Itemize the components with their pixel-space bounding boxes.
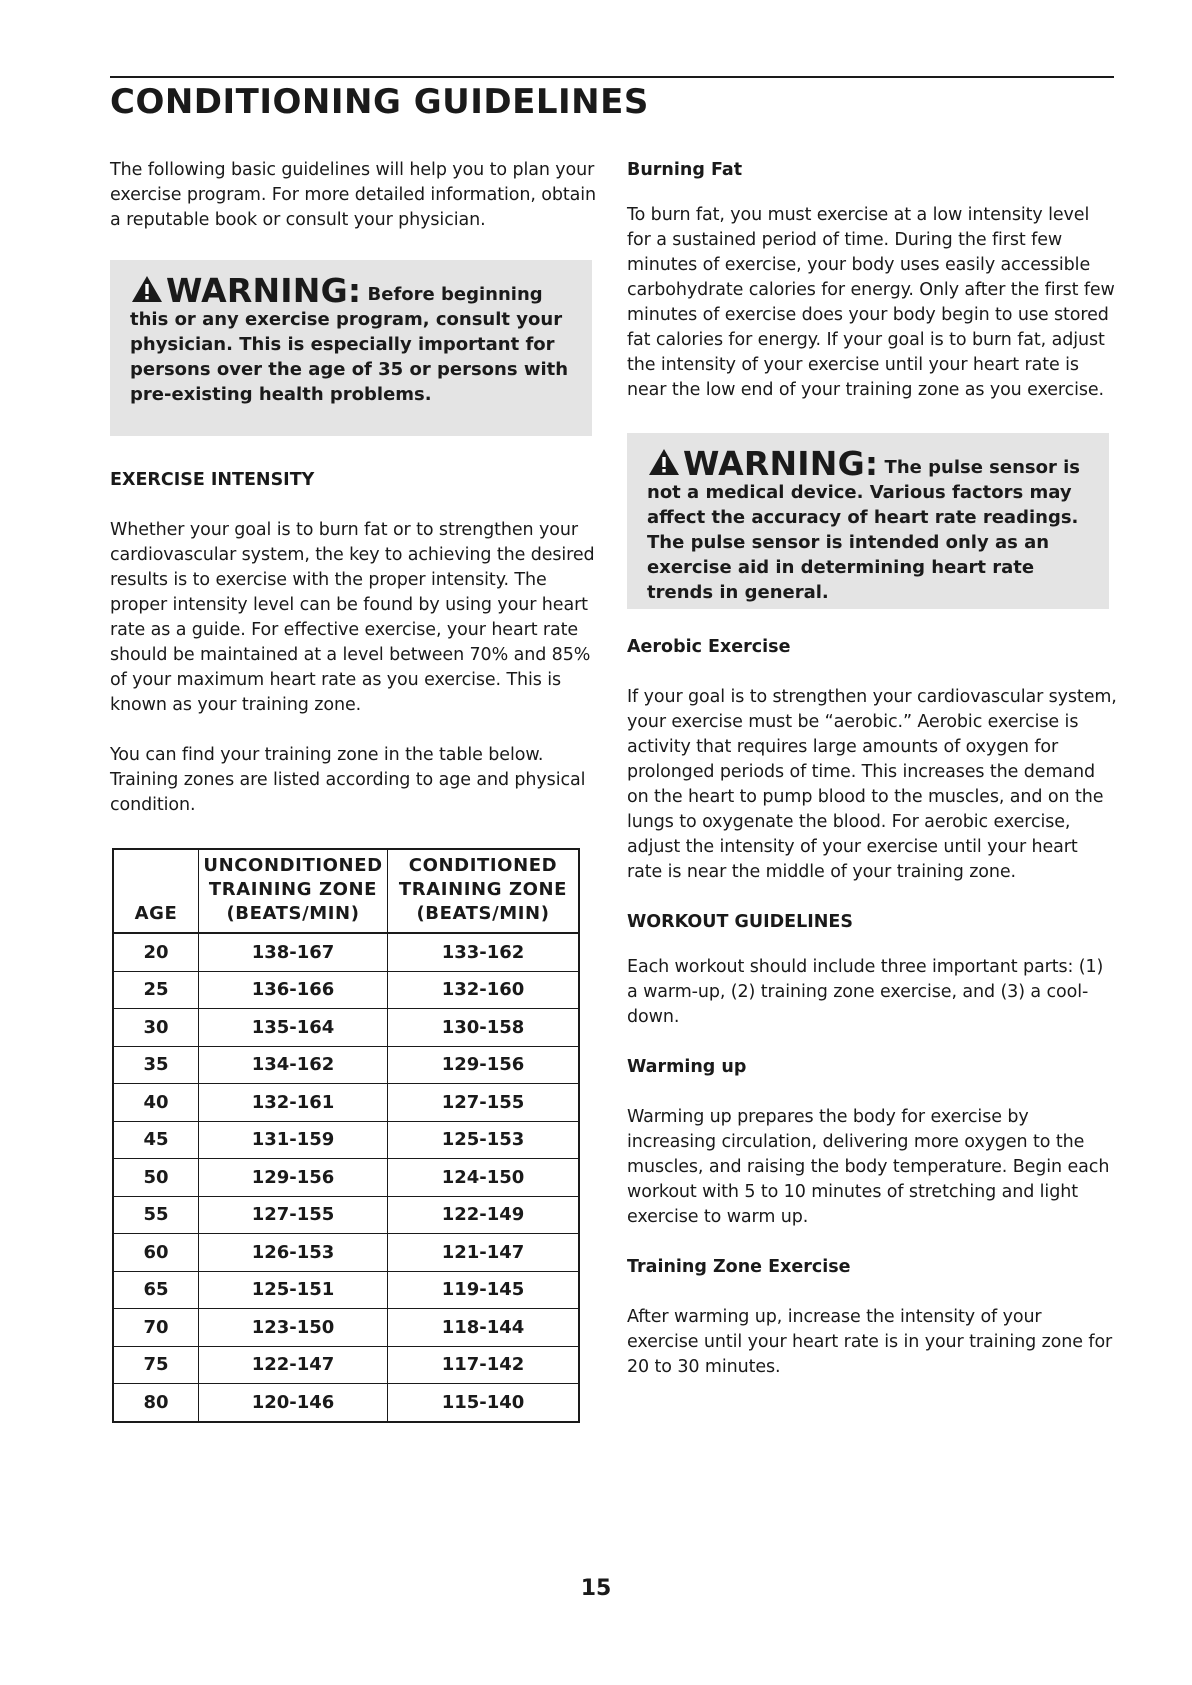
age-cell: 35: [113, 1046, 199, 1084]
unconditioned-zone-cell: 135-164: [199, 1009, 388, 1047]
unconditioned-zone-cell: 126-153: [199, 1234, 388, 1272]
age-header: AGE: [113, 849, 199, 933]
conditioned-zone-cell: 129-156: [388, 1046, 580, 1084]
table-header-row: [113, 849, 579, 933]
conditioned-zone-cell: 117-142: [388, 1346, 580, 1384]
training-zone-table: [112, 848, 580, 1423]
unconditioned-header-line1: UNCONDITIONED: [203, 855, 383, 876]
unconditioned-header-line2: TRAINING ZONE: [208, 879, 378, 900]
conditioned-zone-cell: 121-147: [388, 1234, 580, 1272]
training-zone-exercise-heading: Training Zone Exercise: [627, 1257, 851, 1277]
conditioned-zone-cell: 115-140: [388, 1384, 580, 1422]
workout-guidelines-paragraph: Each workout should include three important parts: (1) a warm-up, (2) training zone exercise, and (3) a cool-down.: [627, 957, 1104, 1027]
aerobic-exercise-paragraph: If your goal is to strengthen your cardiovascular system, your exercise must be “aerobic.” Aerobic exercise is activity that requires large amounts of oxygen for prolonged periods of time. This increases the demand on the heart to pump blood to the muscles, and on the lungs to oxygenate the blood. For aerobic exercise, adjust the intensity of your exercise until your heart rate is near the middle of your training zone.: [627, 687, 1117, 882]
warning-box-pulse-sensor: [627, 433, 1109, 609]
unconditioned-zone-cell: 127-155: [199, 1196, 388, 1234]
age-cell: 30: [113, 1009, 199, 1047]
training-zone-exercise-paragraph: After warming up, increase the intensity of your exercise until your heart rate is in your training zone for 20 to 30 minutes.: [627, 1307, 1113, 1377]
age-cell: 70: [113, 1309, 199, 1347]
page-title: CONDITIONING GUIDELINES: [110, 82, 649, 122]
intensity-paragraph: Whether your goal is to burn fat or to strengthen your cardiovascular system, the key to achieving the desired results is to exercise with the proper intensity. The proper intensity level can be found by using your heart rate as a guide. For effective exercise, your heart rate should be maintained at a level between 70% and 85% of your maximum heart rate as you exercise. This is known as your training zone.: [110, 520, 595, 715]
age-cell: 75: [113, 1346, 199, 1384]
conditioned-header-line1: CONDITIONED: [408, 855, 558, 876]
table-row: [113, 1159, 579, 1197]
table-row: [113, 1384, 579, 1422]
conditioned-header: [388, 849, 580, 933]
table-row: [113, 971, 579, 1009]
unconditioned-zone-cell: 129-156: [199, 1159, 388, 1197]
warning-text: [130, 271, 570, 407]
table-row: [113, 1346, 579, 1384]
table-row: [113, 1084, 579, 1122]
unconditioned-zone-cell: 136-166: [199, 971, 388, 1009]
conditioned-zone-cell: 127-155: [388, 1084, 580, 1122]
age-cell: 50: [113, 1159, 199, 1197]
age-cell: 45: [113, 1121, 199, 1159]
table-row: [113, 1046, 579, 1084]
conditioned-zone-cell: 124-150: [388, 1159, 580, 1197]
unconditioned-zone-cell: 120-146: [199, 1384, 388, 1422]
workout-guidelines-heading: WORKOUT GUIDELINES: [627, 912, 853, 932]
table-row: [113, 933, 579, 971]
age-cell: 25: [113, 971, 199, 1009]
unconditioned-zone-cell: 132-161: [199, 1084, 388, 1122]
warning-text: [647, 444, 1087, 605]
unconditioned-zone-cell: 131-159: [199, 1121, 388, 1159]
training-zone-paragraph: You can find your training zone in the table below. Training zones are listed according to age and physical condition.: [110, 745, 586, 815]
conditioned-zone-cell: 122-149: [388, 1196, 580, 1234]
top-rule: [110, 76, 1114, 78]
burning-fat-paragraph: To burn fat, you must exercise at a low intensity level for a sustained period of time. During the first few minutes of exercise, your body uses easily accessible carbohydrate calories for energy. Only after the first few minutes of exercise does your body begin to use stored fat calories for energy. If your goal is to burn fat, adjust the intensity of your exercise until your heart rate is near the low end of your training zone as you exercise.: [627, 205, 1115, 400]
unconditioned-zone-cell: 138-167: [199, 933, 388, 971]
age-cell: 60: [113, 1234, 199, 1272]
age-cell: 80: [113, 1384, 199, 1422]
unconditioned-zone-cell: 122-147: [199, 1346, 388, 1384]
conditioned-zone-cell: 133-162: [388, 933, 580, 971]
right-column: [627, 158, 1117, 1380]
warning-message: Before beginning this or any exercise program, consult your physician. This is especially important for persons over the age of 35 or persons with pre-existing health problems.: [130, 284, 569, 405]
warning-triangle-icon: [130, 274, 164, 304]
unconditioned-header-line3: (BEATS/MIN): [226, 903, 360, 924]
left-column: [110, 158, 600, 1423]
warning-box-exercise: [110, 260, 592, 436]
age-cell: 20: [113, 933, 199, 971]
aerobic-exercise-heading: Aerobic Exercise: [627, 637, 791, 657]
unconditioned-zone-cell: 125-151: [199, 1271, 388, 1309]
age-cell: 40: [113, 1084, 199, 1122]
conditioned-header-line2: TRAINING ZONE: [398, 879, 568, 900]
conditioned-zone-cell: 132-160: [388, 971, 580, 1009]
conditioned-zone-cell: 125-153: [388, 1121, 580, 1159]
table-row: [113, 1271, 579, 1309]
conditioned-header-line3: (BEATS/MIN): [416, 903, 550, 924]
table-row: [113, 1234, 579, 1272]
warning-message: The pulse sensor is not a medical device. Various factors may affect the accuracy of heart rate readings. The pulse sensor is intended only as an exercise aid in determining heart rate trends in general.: [647, 457, 1081, 603]
warning-triangle-icon: [647, 447, 681, 477]
burning-fat-heading: Burning Fat: [627, 160, 743, 180]
age-cell: 65: [113, 1271, 199, 1309]
warning-label: WARNING:: [166, 271, 362, 310]
intro-paragraph: The following basic guidelines will help you to plan your exercise program. For more detailed information, obtain a reputable book or consult your physician.: [110, 160, 597, 230]
unconditioned-zone-cell: 123-150: [199, 1309, 388, 1347]
warming-up-paragraph: Warming up prepares the body for exercise by increasing circulation, delivering more oxygen to the muscles, and raising the body temperature. Begin each workout with 5 to 10 minutes of stretching and light exercise to warm up.: [627, 1107, 1110, 1227]
conditioned-zone-cell: 118-144: [388, 1309, 580, 1347]
table-row: [113, 1196, 579, 1234]
unconditioned-zone-cell: 134-162: [199, 1046, 388, 1084]
table-row: [113, 1309, 579, 1347]
conditioned-zone-cell: 130-158: [388, 1009, 580, 1047]
page-number: 15: [580, 1576, 612, 1601]
warning-label: WARNING:: [683, 444, 879, 483]
age-cell: 55: [113, 1196, 199, 1234]
table-row: [113, 1121, 579, 1159]
exercise-intensity-heading: EXERCISE INTENSITY: [110, 470, 315, 490]
conditioned-zone-cell: 119-145: [388, 1271, 580, 1309]
table-body: [113, 933, 579, 1422]
warming-up-heading: Warming up: [627, 1057, 747, 1077]
unconditioned-header: [199, 849, 388, 933]
table-row: [113, 1009, 579, 1047]
